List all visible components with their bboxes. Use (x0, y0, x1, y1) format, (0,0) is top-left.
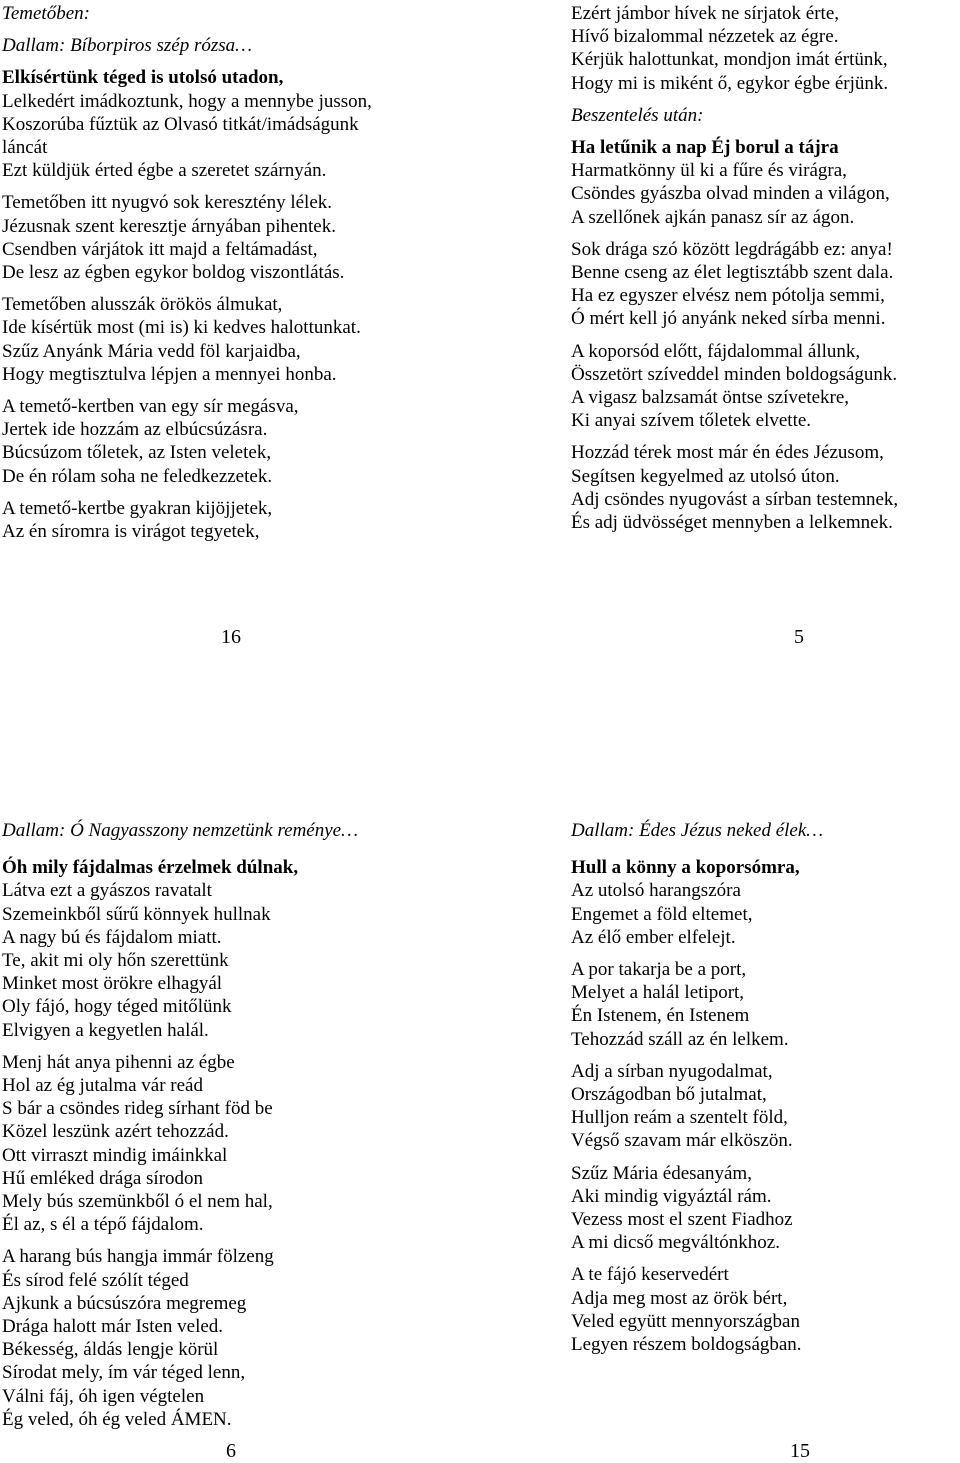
stanza-line: A por takarja be a port, (571, 959, 747, 981)
stanza-line: A koporsód előtt, fájdalommal állunk, (571, 340, 861, 362)
stanza-line: Adja meg most az örök bért, (571, 1287, 788, 1309)
stanza (571, 1263, 956, 1356)
stanza-line: A mi dicső megváltónkhoz. (571, 1232, 780, 1254)
stanza (571, 2, 956, 95)
stanza-line: Menj hát anya pihenni az égbe (2, 1051, 235, 1073)
stanza-line: Melyet a halál letiport, (571, 982, 745, 1004)
stanza-line: Legyen részem boldogságban. (571, 1334, 802, 1356)
stanza-line: Békesség, áldás lengje körül (2, 1339, 219, 1361)
stanza-line: Szűz Mária édesanyám, (571, 1162, 752, 1184)
stanza-line: A temető-kertben van egy sír megásva, (2, 396, 299, 418)
stanza-line: Hogy megtisztulva lépjen a mennyei honba. (2, 363, 337, 385)
stanza-line: Te, akit mi oly hőn szerettünk (2, 950, 229, 972)
stanza-line: Csöndes gyászba olvad minden a világon, (571, 183, 890, 205)
bottom-right-column (571, 819, 956, 1356)
stanza-line: Hű emléked drága sírodon (2, 1167, 204, 1189)
stanza-line: A nagy bú és fájdalom miatt. (2, 926, 222, 948)
stanza (571, 136, 956, 229)
stanza-line: De én rólam soha ne feledkezzetek. (2, 465, 273, 487)
stanza-line: Mely bús szemünkből ó el nem hal, (2, 1191, 273, 1213)
stanza-line: Hogy mi is miként ő, egykor égbe érjünk. (571, 72, 889, 94)
stanza-line: Látva ezt a gyászos ravatalt (2, 880, 212, 902)
page-number: 5 (794, 626, 804, 648)
stanza-line: S bár a csöndes rideg sírhant föd be (2, 1098, 273, 1120)
stanza-line: Sírodat mely, ím vár téged lenn, (2, 1362, 246, 1384)
stanza-line: Sok drága szó között legdrágább ez: anya! (571, 238, 893, 260)
stanza-line: Él az, s él a tépő fájdalom. (2, 1214, 204, 1236)
stanza-line: Hol az ég jutalma vár reád (2, 1075, 203, 1097)
stanza (2, 1245, 472, 1431)
stanza-line: A harang bús hangja immár fölzeng (2, 1246, 274, 1268)
stanza-line: Összetört szíveddel minden boldogságunk. (571, 363, 898, 385)
stanza-line: Az utolsó harangszóra (571, 880, 741, 902)
stanza-line: Szemeinkből sűrű könnyek hullnak (2, 903, 271, 925)
stanza-line: A vigasz balzsamát öntse szívetekre, (571, 387, 850, 409)
stanza (2, 856, 472, 1042)
stanza-line: Elkísértünk téged is utolsó utadon, (2, 67, 284, 89)
stanza-line: Temetőben itt nyugvó sok keresztény lélek. (2, 192, 333, 214)
stanza-line: Ha ez egyszer elvész nem pótolja semmi, (571, 285, 885, 307)
stanza-line: Végső szavam már elköszön. (571, 1130, 793, 1152)
melody-line: Dallam: Bíborpiros szép rózsa… (2, 35, 253, 57)
stanza-line: A szellőnek ajkán panasz sír az ágon. (571, 206, 855, 228)
page-number: 6 (226, 1440, 236, 1462)
stanza (571, 441, 956, 534)
stanza (2, 1051, 472, 1237)
stanza-line: láncát (2, 137, 48, 159)
stanza (571, 1060, 956, 1153)
stanza-line: És adj üdvösséget mennyben a lelkemnek. (571, 512, 893, 534)
stanza-line: Közel leszünk azért tehozzád. (2, 1121, 229, 1143)
stanza-line: Tehozzád száll az én lelkem. (571, 1028, 789, 1050)
stanza-line: Ó mért kell jó anyánk neked sírba menni. (571, 308, 886, 330)
stanza-line: Hull a könny a koporsómra, (571, 857, 800, 879)
stanza-line: Ki anyai szívem tőletek elvette. (571, 410, 812, 432)
stanza-line: Harmatkönny ül ki a fűre és virágra, (571, 160, 847, 182)
stanza-line: Hozzád térek most már én édes Jézusom, (571, 442, 884, 464)
stanza-line: Drága halott már Isten veled. (2, 1316, 224, 1338)
stanza-line: Válni fáj, óh igen végtelen (2, 1385, 205, 1407)
stanza-line: Segítsen kegyelmed az utolsó úton. (571, 465, 840, 487)
stanza-line: Az élő ember elfelejt. (571, 926, 736, 948)
stanza (2, 66, 472, 182)
stanza-line: Ezért jámbor hívek ne sírjatok érte, (571, 3, 840, 24)
stanza-line: A te fájó keservedért (571, 1264, 729, 1286)
stanza-line: Adj csöndes nyugovást a sírban testemnek, (571, 488, 899, 510)
stanza-line: Minket most örökre elhagyál (2, 973, 223, 995)
stanza-line: Ég veled, óh ég veled ÁMEN. (2, 1408, 232, 1430)
stanza-line: Az én síromra is virágot tegyetek, (2, 521, 260, 543)
stanza-line: Országodban bő jutalmat, (571, 1084, 767, 1106)
stanza-line: Vezess most el szent Fiadhoz (571, 1209, 793, 1231)
stanza-line: Csendben várjátok itt majd a feltámadást, (2, 238, 318, 260)
stanza-line: Adj a sírban nyugodalmat, (571, 1060, 773, 1082)
stanza-line: Veled együtt mennyországban (571, 1310, 800, 1332)
stanza (571, 238, 956, 331)
stanza (571, 856, 956, 949)
page-number: 15 (790, 1440, 810, 1462)
bottom-left-column (2, 819, 472, 1431)
stanza-line: Aki mindig vigyáztál rám. (571, 1185, 772, 1207)
section-label: Temetőben: (2, 3, 90, 24)
stanza-line: Szűz Anyánk Mária vedd föl karjaidba, (2, 340, 301, 362)
stanza (2, 497, 472, 543)
melody-line: Dallam: Ó Nagyasszony nemzetünk reménye… (2, 820, 358, 841)
stanza-line: Ha letűnik a nap Éj borul a tájra (571, 137, 839, 159)
stanza-line: Ajkunk a búcsúszóra megremeg (2, 1292, 247, 1314)
section-label: Beszentelés után: (571, 104, 704, 126)
stanza-line: Temetőben alusszák örökös álmukat, (2, 294, 283, 316)
stanza-line: Ide kísértük most (mi is) ki kedves halottunkat. (2, 317, 361, 339)
top-left-column (2, 2, 472, 543)
stanza-line: Hulljon reám a szentelt föld, (571, 1107, 788, 1129)
stanza-line: Ott virraszt mindig imáinkkal (2, 1144, 228, 1166)
stanza-line: De lesz az égben egykor boldog viszontlátás. (2, 262, 345, 284)
stanza-line: Benne cseng az élet legtisztább szent dala. (571, 262, 894, 284)
top-right-column (571, 2, 956, 534)
stanza-line: Óh mily fájdalmas érzelmek dúlnak, (2, 857, 299, 879)
stanza (2, 191, 472, 284)
stanza-line: Oly fájó, hogy téged mitőlünk (2, 996, 232, 1018)
stanza-line: Engemet a föld eltemet, (571, 903, 753, 925)
melody-line: Dallam: Édes Jézus neked élek… (571, 820, 824, 841)
stanza-line: Jertek ide hozzám az elbúcsúzásra. (2, 419, 268, 441)
stanza-line: Én Istenem, én Istenem (571, 1005, 750, 1027)
stanza-line: És sírod felé szólít téged (2, 1269, 189, 1291)
stanza-line: Kérjük halottunkat, mondjon imát értünk, (571, 49, 888, 71)
stanza-line: Koszorúba fűztük az Olvasó titkát/imádságunk (2, 113, 359, 135)
stanza (571, 958, 956, 1051)
stanza (2, 395, 472, 488)
stanza-line: Elvigyen a kegyetlen halál. (2, 1019, 209, 1041)
stanza-line: Ezt küldjük érted égbe a szeretet szárnyán. (2, 160, 327, 182)
stanza-line: A temető-kertbe gyakran kijöjjetek, (2, 497, 273, 519)
stanza-line: Lelkedért imádkoztunk, hogy a mennybe jusson, (2, 90, 372, 112)
stanza-line: Jézusnak szent keresztje árnyában pihentek. (2, 215, 336, 237)
stanza (571, 340, 956, 433)
stanza-line: Hívő bizalommal nézzetek az égre. (571, 26, 839, 48)
page-number: 16 (221, 626, 241, 648)
stanza-line: Búcsúzom tőletek, az Isten veletek, (2, 442, 272, 464)
stanza (571, 1162, 956, 1255)
stanza (2, 293, 472, 386)
